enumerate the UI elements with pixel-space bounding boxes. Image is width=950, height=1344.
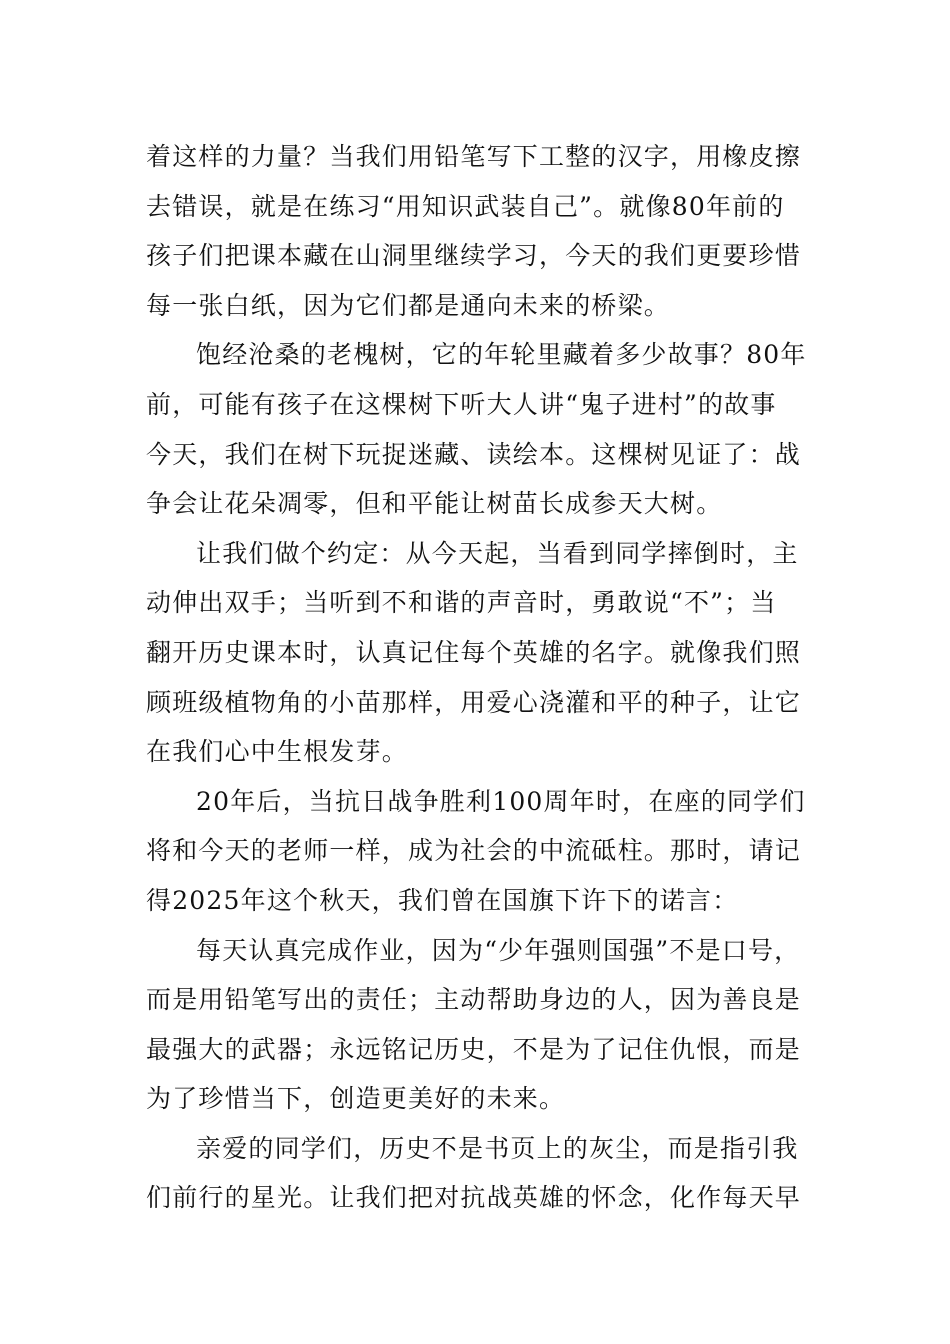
paragraph-3	[146, 529, 826, 777]
text-line: 而是用铅笔写出的责任；主动帮助身边的人，因为善良是	[146, 985, 802, 1015]
paragraph-2	[146, 330, 826, 528]
body-text	[146, 132, 826, 1223]
paragraph-4	[146, 777, 826, 926]
text-line: 争会让花朵凋零，但和平能让树苗长成参天大树。	[146, 489, 723, 519]
paragraph-5	[146, 926, 826, 1124]
text-line: 每天认真完成作业，因为“少年强则国强”不是口号，	[196, 935, 801, 965]
text-line: 得2025年这个秋天，我们曾在国旗下许下的诺言：	[146, 885, 739, 915]
text-line: 最强大的武器；永远铭记历史，不是为了记住仇恨，而是	[146, 1034, 802, 1064]
text-line: 前，可能有孩子在这棵树下听大人讲“鬼子进村”的故事	[146, 389, 777, 419]
text-line: 在我们心中生根发芽。	[146, 737, 409, 767]
text-line: 20年后，当抗日战争胜利100周年时，在座的同学们	[196, 786, 806, 816]
paragraph-1	[146, 132, 826, 330]
paragraph-6	[146, 1124, 826, 1223]
text-line: 将和今天的老师一样，成为社会的中流砥柱。那时，请记	[146, 836, 802, 866]
text-line: 们前行的星光。让我们把对抗战英雄的怀念，化作每天早	[146, 1183, 802, 1213]
text-line: 顾班级植物角的小苗那样，用爱心浇灌和平的种子，让它	[146, 687, 802, 717]
text-line: 亲爱的同学们，历史不是书页上的灰尘，而是指引我	[196, 1133, 799, 1163]
text-line: 为了珍惜当下，创造更美好的未来。	[146, 1084, 566, 1114]
text-line: 今天，我们在树下玩捉迷藏、读绘本。这棵树见证了：战	[146, 439, 802, 469]
text-line: 翻开历史课本时，认真记住每个英雄的名字。就像我们照	[146, 637, 802, 667]
text-line: 去错误，就是在练习“用知识武装自己”。就像80年前的	[146, 191, 785, 221]
text-line: 动伸出双手；当听到不和谐的声音时，勇敢说“不”；当	[146, 588, 777, 618]
text-line: 让我们做个约定：从今天起，当看到同学摔倒时，主	[196, 538, 799, 568]
text-line: 每一张白纸，因为它们都是通向未来的桥梁。	[146, 290, 671, 320]
text-line: 着这样的力量？当我们用铅笔写下工整的汉字，用橡皮擦	[146, 142, 802, 171]
text-line: 饱经沧桑的老槐树，它的年轮里藏着多少故事？80年	[196, 340, 807, 370]
text-line: 孩子们把课本藏在山洞里继续学习，今天的我们更要珍惜	[146, 241, 802, 271]
